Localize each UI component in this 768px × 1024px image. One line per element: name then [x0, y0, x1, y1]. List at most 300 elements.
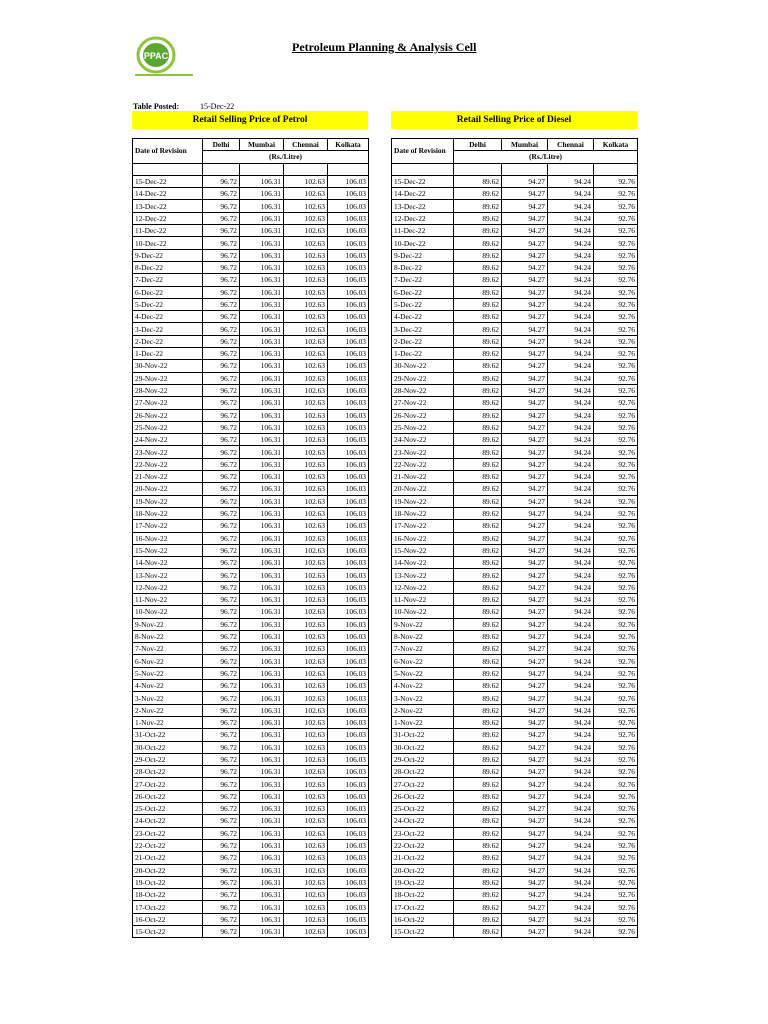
price-cell: 94.27 [502, 446, 548, 458]
revision-date-cell: 2-Dec-22 [133, 335, 203, 347]
price-cell: 94.24 [548, 692, 594, 704]
revision-date-cell: 26-Oct-22 [392, 790, 454, 802]
price-cell: 106.31 [240, 298, 284, 310]
revision-date-cell: 21-Nov-22 [133, 471, 203, 483]
price-cell: 94.24 [548, 507, 594, 519]
price-cell: 106.31 [240, 212, 284, 224]
petrol-price-table [132, 138, 369, 938]
price-cell: 92.76 [594, 778, 638, 790]
price-cell: 89.62 [454, 864, 502, 876]
price-cell: 94.24 [548, 335, 594, 347]
price-cell: 89.62 [454, 274, 502, 286]
price-cell: 89.62 [454, 532, 502, 544]
revision-date-cell: 7-Nov-22 [133, 643, 203, 655]
table-row [133, 237, 369, 249]
price-cell: 94.27 [502, 606, 548, 618]
table-row [392, 507, 638, 519]
price-cell: 102.63 [284, 569, 328, 581]
price-cell: 94.27 [502, 913, 548, 925]
price-cell: 96.72 [203, 335, 240, 347]
price-cell: 102.63 [284, 495, 328, 507]
price-cell: 96.72 [203, 569, 240, 581]
price-cell: 96.72 [203, 237, 240, 249]
revision-date-cell: 1-Dec-22 [133, 348, 203, 360]
price-cell: 94.27 [502, 200, 548, 212]
city-header-kolkata: Kolkata [328, 139, 369, 151]
price-cell: 102.63 [284, 876, 328, 888]
price-cell: 89.62 [454, 409, 502, 421]
revision-date-cell: 20-Oct-22 [392, 864, 454, 876]
price-cell: 92.76 [594, 421, 638, 433]
price-cell: 96.72 [203, 175, 240, 187]
revision-date-cell: 19-Nov-22 [133, 495, 203, 507]
revision-date-cell: 25-Nov-22 [392, 421, 454, 433]
revision-date-cell: 24-Nov-22 [392, 434, 454, 446]
price-cell: 94.24 [548, 839, 594, 851]
revision-date-cell: 16-Nov-22 [133, 532, 203, 544]
price-cell: 92.76 [594, 643, 638, 655]
table-row [392, 446, 638, 458]
price-cell: 106.03 [328, 212, 369, 224]
price-cell: 102.63 [284, 200, 328, 212]
table-row [133, 667, 369, 679]
price-cell: 102.63 [284, 692, 328, 704]
price-cell: 92.76 [594, 311, 638, 323]
price-cell: 106.31 [240, 741, 284, 753]
price-cell: 106.31 [240, 790, 284, 802]
price-cell: 106.31 [240, 544, 284, 556]
table-row [392, 913, 638, 925]
revision-date-cell: 22-Nov-22 [392, 458, 454, 470]
table-row [133, 544, 369, 556]
price-cell: 102.63 [284, 483, 328, 495]
price-cell: 96.72 [203, 212, 240, 224]
price-cell: 94.27 [502, 532, 548, 544]
price-cell: 102.63 [284, 261, 328, 273]
price-cell: 94.27 [502, 261, 548, 273]
price-cell: 106.03 [328, 261, 369, 273]
city-header-delhi: Delhi [203, 139, 240, 151]
price-cell: 106.03 [328, 926, 369, 938]
price-cell: 94.24 [548, 200, 594, 212]
price-cell: 96.72 [203, 323, 240, 335]
price-cell: 89.62 [454, 778, 502, 790]
price-cell: 96.72 [203, 421, 240, 433]
revision-date-cell: 4-Nov-22 [392, 680, 454, 692]
table-row [133, 729, 369, 741]
price-cell: 106.31 [240, 889, 284, 901]
price-cell: 96.72 [203, 507, 240, 519]
price-cell: 102.63 [284, 790, 328, 802]
table-row [392, 249, 638, 261]
price-cell: 96.72 [203, 667, 240, 679]
price-cell: 96.72 [203, 716, 240, 728]
price-cell: 94.24 [548, 827, 594, 839]
price-cell: 106.03 [328, 520, 369, 532]
price-cell: 94.27 [502, 778, 548, 790]
table-row [392, 766, 638, 778]
revision-date-cell: 19-Nov-22 [392, 495, 454, 507]
table-row [133, 298, 369, 310]
price-cell: 94.27 [502, 716, 548, 728]
revision-date-cell: 27-Oct-22 [392, 778, 454, 790]
price-cell: 94.27 [502, 864, 548, 876]
price-cell: 92.76 [594, 630, 638, 642]
table-row [133, 913, 369, 925]
price-cell: 94.24 [548, 520, 594, 532]
price-cell: 89.62 [454, 716, 502, 728]
price-cell: 89.62 [454, 753, 502, 765]
table-row [133, 889, 369, 901]
revision-date-cell: 3-Nov-22 [133, 692, 203, 704]
price-cell: 94.24 [548, 249, 594, 261]
table-row [133, 692, 369, 704]
price-cell: 89.62 [454, 261, 502, 273]
revision-date-cell: 17-Nov-22 [392, 520, 454, 532]
page-title: Petroleum Planning & Analysis Cell [292, 40, 477, 54]
price-cell: 106.03 [328, 852, 369, 864]
revision-date-cell: 9-Nov-22 [133, 618, 203, 630]
city-header-mumbai: Mumbai [240, 139, 284, 151]
price-cell: 102.63 [284, 889, 328, 901]
price-cell: 102.63 [284, 397, 328, 409]
revision-date-cell: 5-Dec-22 [133, 298, 203, 310]
revision-date-cell: 15-Nov-22 [392, 544, 454, 556]
price-cell: 94.27 [502, 593, 548, 605]
price-cell: 102.63 [284, 655, 328, 667]
revision-date-cell: 12-Dec-22 [133, 212, 203, 224]
price-cell: 89.62 [454, 815, 502, 827]
price-cell: 94.24 [548, 704, 594, 716]
price-cell: 94.24 [548, 483, 594, 495]
unit-header: (Rs./Litre) [203, 151, 369, 163]
table-row [133, 741, 369, 753]
table-row [133, 680, 369, 692]
price-cell: 92.76 [594, 188, 638, 200]
revision-date-cell: 29-Nov-22 [392, 372, 454, 384]
table-row [392, 495, 638, 507]
revision-date-cell: 12-Dec-22 [392, 212, 454, 224]
price-cell: 106.03 [328, 815, 369, 827]
price-cell: 96.72 [203, 200, 240, 212]
price-cell: 106.31 [240, 778, 284, 790]
table-row [392, 458, 638, 470]
price-cell: 96.72 [203, 926, 240, 938]
price-cell: 92.76 [594, 680, 638, 692]
revision-date-cell: 26-Nov-22 [133, 409, 203, 421]
revision-date-cell: 11-Nov-22 [392, 593, 454, 605]
revision-date-cell: 10-Dec-22 [133, 237, 203, 249]
table-row [392, 790, 638, 802]
price-cell: 94.27 [502, 839, 548, 851]
revision-date-cell: 4-Nov-22 [133, 680, 203, 692]
revision-date-cell: 8-Nov-22 [133, 630, 203, 642]
revision-date-cell: 14-Nov-22 [133, 557, 203, 569]
price-cell: 94.27 [502, 889, 548, 901]
price-cell: 102.63 [284, 286, 328, 298]
price-cell: 102.63 [284, 335, 328, 347]
revision-date-cell: 21-Oct-22 [392, 852, 454, 864]
table-row [392, 520, 638, 532]
price-cell: 106.31 [240, 827, 284, 839]
table-row [392, 827, 638, 839]
table-row [133, 581, 369, 593]
table-row [392, 360, 638, 372]
price-cell: 102.63 [284, 606, 328, 618]
price-cell: 96.72 [203, 901, 240, 913]
table-row [392, 753, 638, 765]
price-cell: 96.72 [203, 311, 240, 323]
price-cell: 94.24 [548, 618, 594, 630]
price-cell: 92.76 [594, 360, 638, 372]
revision-date-cell: 30-Nov-22 [133, 360, 203, 372]
table-row [133, 716, 369, 728]
price-cell: 89.62 [454, 237, 502, 249]
price-cell: 102.63 [284, 434, 328, 446]
price-cell: 106.31 [240, 237, 284, 249]
price-cell: 92.76 [594, 852, 638, 864]
price-cell: 94.24 [548, 864, 594, 876]
price-cell: 102.63 [284, 593, 328, 605]
price-cell: 106.31 [240, 852, 284, 864]
price-cell: 94.27 [502, 729, 548, 741]
table-row [392, 926, 638, 938]
price-cell: 102.63 [284, 274, 328, 286]
price-cell: 96.72 [203, 397, 240, 409]
price-cell: 89.62 [454, 483, 502, 495]
price-cell: 94.27 [502, 507, 548, 519]
price-cell: 94.27 [502, 753, 548, 765]
price-cell: 96.72 [203, 593, 240, 605]
price-cell: 94.27 [502, 557, 548, 569]
price-cell: 94.27 [502, 298, 548, 310]
price-cell: 106.31 [240, 311, 284, 323]
price-cell: 106.03 [328, 421, 369, 433]
price-cell: 94.27 [502, 175, 548, 187]
price-cell: 102.63 [284, 852, 328, 864]
table-row [133, 753, 369, 765]
table-row [392, 581, 638, 593]
revision-date-cell: 20-Oct-22 [133, 864, 203, 876]
revision-date-cell: 6-Nov-22 [133, 655, 203, 667]
price-cell: 89.62 [454, 839, 502, 851]
revision-date-cell: 14-Dec-22 [133, 188, 203, 200]
price-cell: 89.62 [454, 581, 502, 593]
price-cell: 89.62 [454, 495, 502, 507]
revision-date-cell: 27-Nov-22 [133, 397, 203, 409]
price-cell: 89.62 [454, 913, 502, 925]
price-cell: 102.63 [284, 311, 328, 323]
price-cell: 102.63 [284, 716, 328, 728]
table-row [392, 532, 638, 544]
price-cell: 92.76 [594, 803, 638, 815]
price-cell: 106.03 [328, 397, 369, 409]
price-cell: 106.31 [240, 372, 284, 384]
price-cell: 106.03 [328, 188, 369, 200]
table-row [133, 827, 369, 839]
price-cell: 94.24 [548, 913, 594, 925]
revision-date-cell: 20-Nov-22 [392, 483, 454, 495]
price-cell: 102.63 [284, 864, 328, 876]
price-cell: 89.62 [454, 876, 502, 888]
diesel-price-table [391, 138, 638, 938]
price-cell: 106.31 [240, 335, 284, 347]
price-cell: 92.76 [594, 323, 638, 335]
price-cell: 94.24 [548, 495, 594, 507]
table-row [133, 421, 369, 433]
table-row [133, 655, 369, 667]
logo-text: PPAC [143, 51, 169, 61]
revision-date-cell: 9-Nov-22 [392, 618, 454, 630]
price-cell: 106.03 [328, 581, 369, 593]
price-cell: 102.63 [284, 557, 328, 569]
revision-date-cell: 3-Dec-22 [392, 323, 454, 335]
revision-date-cell: 5-Nov-22 [133, 667, 203, 679]
price-cell: 102.63 [284, 520, 328, 532]
price-cell: 89.62 [454, 618, 502, 630]
price-cell: 94.24 [548, 655, 594, 667]
price-cell: 92.76 [594, 397, 638, 409]
revision-date-cell: 17-Oct-22 [133, 901, 203, 913]
price-cell: 94.24 [548, 188, 594, 200]
price-cell: 96.72 [203, 434, 240, 446]
table-row [133, 803, 369, 815]
price-cell: 102.63 [284, 667, 328, 679]
price-cell: 106.31 [240, 557, 284, 569]
price-cell: 89.62 [454, 680, 502, 692]
table-row [392, 286, 638, 298]
revision-date-cell: 10-Nov-22 [133, 606, 203, 618]
price-cell: 102.63 [284, 225, 328, 237]
revision-date-cell: 28-Oct-22 [133, 766, 203, 778]
revision-date-cell: 5-Dec-22 [392, 298, 454, 310]
price-cell: 94.27 [502, 372, 548, 384]
table-row [392, 606, 638, 618]
table-row [133, 372, 369, 384]
price-cell: 89.62 [454, 741, 502, 753]
price-cell: 106.31 [240, 643, 284, 655]
price-cell: 106.03 [328, 225, 369, 237]
price-cell: 106.03 [328, 827, 369, 839]
price-cell: 96.72 [203, 803, 240, 815]
price-cell: 94.24 [548, 458, 594, 470]
table-row [392, 225, 638, 237]
price-cell: 96.72 [203, 286, 240, 298]
table-row [392, 298, 638, 310]
revision-date-cell: 27-Nov-22 [392, 397, 454, 409]
price-cell: 102.63 [284, 913, 328, 925]
price-cell: 106.03 [328, 249, 369, 261]
price-cell: 94.27 [502, 274, 548, 286]
price-cell: 92.76 [594, 741, 638, 753]
price-cell: 106.03 [328, 901, 369, 913]
unit-header: (Rs./Litre) [454, 151, 638, 163]
price-cell: 96.72 [203, 606, 240, 618]
revision-date-cell: 16-Oct-22 [392, 913, 454, 925]
revision-date-cell: 13-Nov-22 [392, 569, 454, 581]
price-cell: 94.24 [548, 323, 594, 335]
table-row [392, 803, 638, 815]
price-cell: 89.62 [454, 520, 502, 532]
price-cell: 106.31 [240, 507, 284, 519]
table-row [133, 200, 369, 212]
revision-date-cell: 3-Nov-22 [392, 692, 454, 704]
table-row [133, 926, 369, 938]
revision-date-cell: 28-Nov-22 [392, 384, 454, 396]
price-cell: 92.76 [594, 926, 638, 938]
table-row [133, 323, 369, 335]
price-cell: 106.31 [240, 274, 284, 286]
price-cell: 102.63 [284, 421, 328, 433]
revision-date-cell: 13-Dec-22 [133, 200, 203, 212]
table-row [133, 618, 369, 630]
price-cell: 89.62 [454, 827, 502, 839]
price-cell: 106.03 [328, 716, 369, 728]
price-cell: 89.62 [454, 667, 502, 679]
price-cell: 92.76 [594, 409, 638, 421]
price-cell: 96.72 [203, 360, 240, 372]
table-row [133, 815, 369, 827]
price-cell: 102.63 [284, 544, 328, 556]
price-cell: 94.27 [502, 471, 548, 483]
price-cell: 92.76 [594, 434, 638, 446]
price-cell: 96.72 [203, 495, 240, 507]
table-row [392, 274, 638, 286]
price-cell: 102.63 [284, 803, 328, 815]
price-cell: 106.03 [328, 741, 369, 753]
price-cell: 92.76 [594, 237, 638, 249]
table-row [133, 397, 369, 409]
price-cell: 89.62 [454, 421, 502, 433]
price-cell: 106.03 [328, 175, 369, 187]
price-cell: 96.72 [203, 409, 240, 421]
price-cell: 106.03 [328, 471, 369, 483]
table-row [392, 434, 638, 446]
table-row [133, 876, 369, 888]
price-cell: 102.63 [284, 926, 328, 938]
city-header-delhi: Delhi [454, 139, 502, 151]
table-row [133, 434, 369, 446]
revision-date-cell: 19-Oct-22 [133, 876, 203, 888]
price-cell: 92.76 [594, 200, 638, 212]
price-cell: 102.63 [284, 581, 328, 593]
price-cell: 106.31 [240, 667, 284, 679]
price-cell: 96.72 [203, 483, 240, 495]
price-cell: 106.03 [328, 630, 369, 642]
price-cell: 106.31 [240, 397, 284, 409]
revision-date-cell: 8-Dec-22 [392, 261, 454, 273]
price-cell: 106.03 [328, 237, 369, 249]
revision-date-cell: 2-Dec-22 [392, 335, 454, 347]
price-cell: 106.31 [240, 188, 284, 200]
price-cell: 94.27 [502, 581, 548, 593]
price-cell: 106.03 [328, 532, 369, 544]
price-cell: 96.72 [203, 889, 240, 901]
price-cell: 96.72 [203, 704, 240, 716]
table-row [392, 311, 638, 323]
table-row [392, 384, 638, 396]
price-cell: 96.72 [203, 581, 240, 593]
price-cell: 89.62 [454, 507, 502, 519]
price-cell: 102.63 [284, 766, 328, 778]
revision-date-cell: 16-Oct-22 [133, 913, 203, 925]
price-cell: 94.27 [502, 766, 548, 778]
price-cell: 94.27 [502, 384, 548, 396]
price-cell: 92.76 [594, 889, 638, 901]
price-cell: 89.62 [454, 692, 502, 704]
table-row [392, 372, 638, 384]
price-cell: 106.31 [240, 593, 284, 605]
